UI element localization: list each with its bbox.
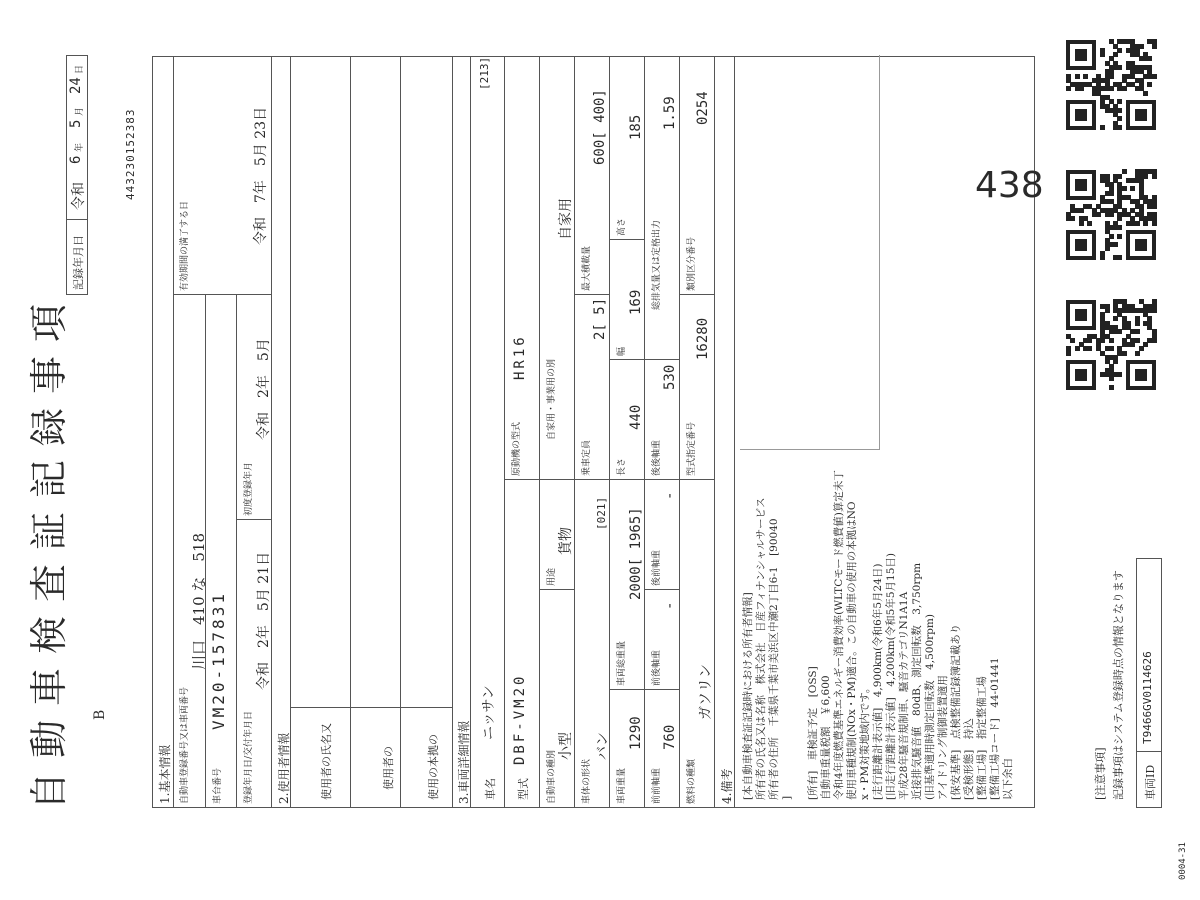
handwritten-number: 438 <box>975 165 1044 206</box>
chassis-label: 車台番号 <box>213 767 223 804</box>
body-value: バン <box>595 732 611 760</box>
body-label: 車体の形状 <box>582 758 592 804</box>
notes-line: ] <box>781 795 793 800</box>
notes-line: x・PM対策地域内です。 <box>859 682 871 800</box>
first-reg-label: 初度登録年月 <box>244 461 254 516</box>
type-cert-label: 型式指定番号 <box>687 421 697 476</box>
private-value: 自家用 <box>558 198 574 240</box>
reg-number-value: 川口 410 な 518 <box>190 532 208 670</box>
notes-line: 使用車種規制(NOx・PM)適合。この自動車の使用の本拠はNO <box>846 501 858 800</box>
private-label: 自家用・事業用の別 <box>547 358 557 440</box>
model-label: 型式 <box>517 778 530 800</box>
weight-value: 1290 <box>628 716 644 750</box>
gross-label: 車両総重量 <box>617 640 627 686</box>
max-load-label: 最大積載量 <box>582 245 592 291</box>
record-date-era: 令和 <box>71 182 87 210</box>
inspection-certificate-document: 自動車検査証記録事項 B 記録年月日 令和 6 年 5 月 24 日 44323015238З 1.基本情報 自動車登録番号又は車両番号 川口 410 な 518 有効期間の満了する日 令和 7年 5月 23日 車台番号 VM20-157831 登録年月日/交付年月日 令和 2年 5月 21日 初度登録年月 令和 2年 5月 2.使用者情報 使用者の氏名又 使用者の 使用の本拠の 3.車両詳細情報 車名 ニッサン [213] 型式 DBF-VM20 原動機の型式 HR16 自動車の種別 小型 用途 貨物 自家用・事業用の別 自家用 車体の形状 バン [021] 乗車定員 2[ 5] 最大積載量 600[ 400] 車両重量 1290 車両総重量 2000[ 1965] 長さ 440 幅 169 高さ 185 前前軸重 760 前後軸重 - 後前軸重 - 後後軸重 530 総排気量又は定格出力 1.59 燃料の種類 ガソリン 型式指定番号 16280 類別区分番号 0254 4.備考 [本自動車検査証記録時における所有者情報] 所有者の氏名又は名称 株式会社 日産フィナンシャルサービス 所有者の住所 千葉県千葉市美浜区中瀬2丁目6-1 [90040 ] [所有] 車検証予定 [OSS] 自動車重量税額 ￥6,600 令和4年度燃費基準エネルギー消費効率(WLTCモード燃費値)算定未丁 使用車種規制(NOx・PM)適合。この自動車の使用の本拠はNO x・PM対策地域内です。 [走行距離計表示値] 4,900km(令和6年5月24日) [旧走行距離計表示値] 4,200km(令和5年5月15日) 平成28年騒音規制車、騒音カテゴリN1A1A 近接排気騒音値 80dB、測定回転数 3,750rpm (旧基準適用時測定回転数 4,500rpm) アイドリング制御装置適用 [保安基準] 点検整備記録簿記載あり [受検形態] 持込 [整備工場] 指定整備工場 [整備工場コード] 44-01441 以下余白 [注意事項] 記録事項はシステム登録時点の情報となります 車両ID T9466GV0114626 0004-31 438 <box>0 0 1200 900</box>
fb-label: 前後軸重 <box>652 649 662 686</box>
notes-line: [本自動車検査証記録時における所有者情報] <box>742 592 754 800</box>
displacement-value: 1.59 <box>662 96 678 130</box>
notes-line: (旧基準適用時測定回転数 4,500rpm) <box>924 614 936 800</box>
gross-value: 2000[ 1965] <box>628 507 644 600</box>
height-label: 高さ <box>617 217 627 236</box>
notes-line: 平成28年騒音規制車、騒音カテゴリN1A1A <box>898 591 910 800</box>
notes-line: 以下余白 <box>1002 758 1014 800</box>
notes-line: 令和4年度燃費基準エネルギー消費効率(WLTCモード燃費値)算定未丁 <box>833 470 845 800</box>
rb-label: 後後軸重 <box>652 439 662 476</box>
width-label: 幅 <box>617 346 627 356</box>
fa-value: 760 <box>662 724 678 750</box>
form-code: 0004-31 <box>1178 842 1188 880</box>
ra-label: 後前軸重 <box>652 549 662 586</box>
model-value: DBF-VM20 <box>512 673 528 765</box>
first-reg-value: 令和 2年 5月 <box>256 338 272 440</box>
notes-line: [受検形態] 持込 <box>963 718 975 800</box>
kind-label: 自動車の種別 <box>547 749 557 804</box>
category-label: 類別区分番号 <box>687 236 697 291</box>
weight-label: 車両重量 <box>617 767 627 804</box>
type-cert-value: 16280 <box>695 317 711 360</box>
vehicle-id-label: 車両ID <box>1144 764 1157 800</box>
notes-section-label: 4.備考 <box>720 768 734 804</box>
make-value: ニッサン <box>481 685 497 740</box>
make-code: [213] <box>478 56 491 90</box>
engine-value: HR16 <box>512 334 528 380</box>
fb-value: - <box>662 601 678 610</box>
fa-label: 前前軸重 <box>652 767 662 804</box>
notes-line: [整備工場コード] 44-01441 <box>989 657 1001 800</box>
height-value: 185 <box>628 114 644 140</box>
notes-line: アイドリング制御装置適用 <box>937 675 949 800</box>
series-mark: B <box>92 709 108 720</box>
reg-number-label: 自動車登録番号又は車両番号 <box>180 686 190 804</box>
fuel-value: ガソリン <box>698 664 714 720</box>
record-date-label: 記録年月日 <box>72 235 85 290</box>
main-table <box>152 56 735 808</box>
purpose-label: 用途 <box>547 567 557 586</box>
ra-value: - <box>662 491 678 500</box>
make-label: 車名 <box>484 778 497 800</box>
notes-line: [整備工場] 指定整備工場 <box>976 676 988 800</box>
body-code: [021] <box>595 496 608 530</box>
user-address-label: 使用者の <box>382 746 395 790</box>
length-value: 440 <box>628 404 644 430</box>
document-number: 44323015238З <box>124 108 137 200</box>
category-value: 0254 <box>695 91 711 125</box>
record-date-day: 24 <box>68 77 84 94</box>
notes-line: 自動車重量税額 ￥6,600 <box>820 675 832 800</box>
qr-code-2 <box>1066 170 1156 260</box>
notes-line: [所有] 車検証予定 [OSS] <box>807 666 819 800</box>
caution-label: [注意事項] <box>1094 747 1107 800</box>
record-date-month: 5 <box>68 119 84 128</box>
width-value: 169 <box>628 289 644 315</box>
expiry-value: 令和 7年 5月 23日 <box>253 106 269 245</box>
reg-date-value: 令和 2年 5月 21日 <box>256 551 272 690</box>
kind-value: 小型 <box>558 732 574 760</box>
chassis-value: VM20-157831 <box>209 591 228 730</box>
basic-section-label: 1.基本情報 <box>158 744 172 804</box>
expiry-label: 有効期間の満了する日 <box>180 200 190 291</box>
length-label: 長さ <box>617 457 627 476</box>
qr-code-3 <box>1066 40 1156 130</box>
notes-line: [保安基準] 点検整備記録簿記載あり <box>950 623 962 800</box>
engine-label: 原動機の型式 <box>512 421 522 476</box>
user-name-label: 使用者の氏名又 <box>320 723 333 800</box>
capacity-label: 乗車定員 <box>582 439 592 476</box>
fuel-label: 燃料の種類 <box>687 758 697 804</box>
notes-line: 近接排気騒音値 80dB、測定回転数 3,750rpm <box>911 562 923 800</box>
reg-date-label: 登録年月日/交付年月日 <box>244 710 254 804</box>
vehicle-id-value: T9466GV0114626 <box>1141 651 1154 744</box>
notes-line: [旧走行距離計表示値] 4,200km(令和5年5月15日) <box>885 553 897 800</box>
notes-line: 所有者の氏名又は名称 株式会社 日産フィナンシャルサービス <box>755 497 767 800</box>
capacity-value: 2[ 5] <box>592 297 608 340</box>
document-title: 自動車検査証記録事項 <box>27 289 71 810</box>
max-load-value: 600[ 400] <box>592 89 608 165</box>
displacement-label: 総排気量又は定格出力 <box>652 219 662 310</box>
caution-text: 記録事項はシステム登録時点の情報となります <box>1112 570 1125 800</box>
qr-code-1 <box>1066 300 1156 390</box>
record-date-year: 6 <box>68 155 84 164</box>
notes-line: 所有者の住所 千葉県千葉市美浜区中瀬2丁目6-1 [90040 <box>768 518 780 800</box>
rb-value: 530 <box>662 364 678 390</box>
use-base-label: 使用の本拠の <box>427 734 440 800</box>
user-section-label: 2.使用者情報 <box>277 732 291 804</box>
vehicle-section-label: 3.車両詳細情報 <box>457 720 471 804</box>
notes-line: [走行距離計表示値] 4,900km(令和6年5月24日) <box>872 563 884 800</box>
notes-line <box>794 60 807 800</box>
purpose-value: 貨物 <box>558 527 574 555</box>
